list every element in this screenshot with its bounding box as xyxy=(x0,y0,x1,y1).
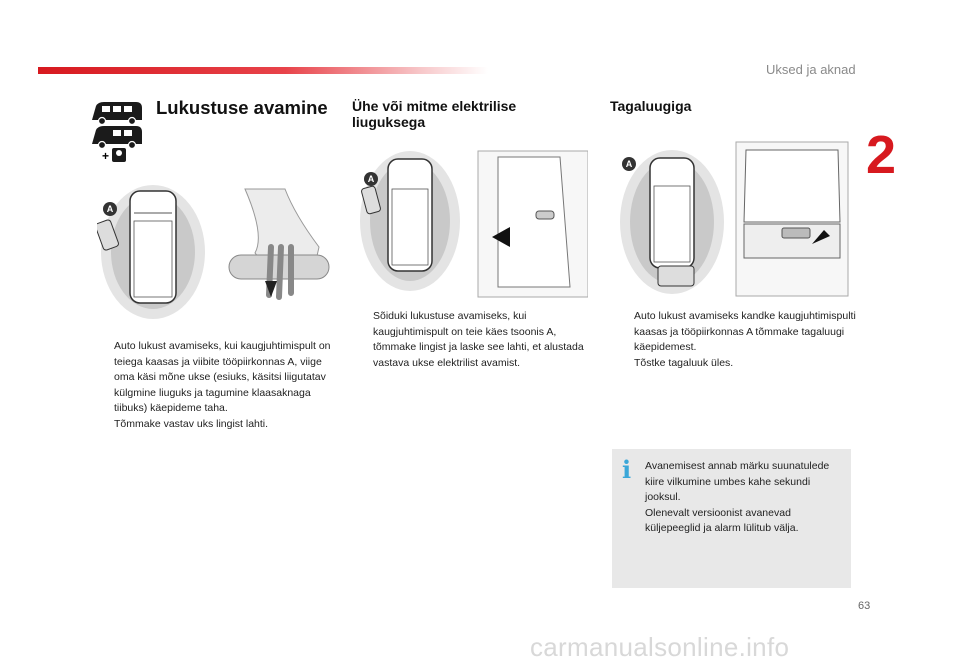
bullet-item: Sõiduki lukustuse avamiseks, kui kaugjuhtimispult on teie käes tsoonis A, tõmmake lingist ja laske see lahti, et alustada vastava ukse elektrilist avamist. xyxy=(373,310,584,369)
info-icon: i xyxy=(622,455,632,484)
svg-text:+: + xyxy=(102,149,110,163)
zone-label-badge: A xyxy=(103,202,117,216)
bullet-list-tailgate xyxy=(612,309,857,371)
header-red-bar xyxy=(38,67,488,74)
sliding-door-illustration xyxy=(360,147,588,299)
zone-label-badge: A xyxy=(364,172,378,186)
bullet-item: Auto lukust avamiseks, kui kaugjuhtimispult on teiega kaasas ja viibite tööpiirkonnas A, viige oma käsi mõne ukse (esiuks, käsitsi liigutatav külgmine liuguks ja tagumine klaasaknaga tiibuks) käepideme taha. xyxy=(114,340,331,414)
hand-on-handle-illustration xyxy=(225,185,335,305)
title-sliding-doors: Ühe või mitme elektrilise liuguksega xyxy=(352,98,517,130)
bullet-item: Auto lukust avamiseks kandke kaugjuhtimispulti kaasas ja tööpiirkonnas A tõmmake tagaluugi käepidemest. xyxy=(634,310,856,353)
bullet-item: Tõstke tagaluuk üles. xyxy=(634,356,734,369)
van-icons xyxy=(88,98,148,164)
zone-label-badge: A xyxy=(622,157,636,171)
tailgate-illustration xyxy=(616,138,852,300)
footer-watermark: carmanualsonline.info xyxy=(530,632,790,662)
info-box xyxy=(612,449,851,588)
info-text: Avanemisest annab märku suunatulede kiire vilkumine umbes kahe sekundi jooksul. Olenevalt versioonist avanevad küljepeeglid ja alarm lülitub välja. xyxy=(645,460,830,534)
section-title: Uksed ja aknad xyxy=(766,62,856,77)
page-number: 63 xyxy=(858,600,871,612)
title-tailgate: Tagaluugiga xyxy=(610,98,692,114)
title-unlocking: Lukustuse avamine xyxy=(156,97,328,118)
bullet-list-unlocking xyxy=(92,339,342,432)
bullet-list-sliding-doors xyxy=(351,309,591,371)
chapter-number: 2 xyxy=(866,125,897,185)
bullet-item: Tõmmake vastav uks lingist lahti. xyxy=(114,417,269,430)
